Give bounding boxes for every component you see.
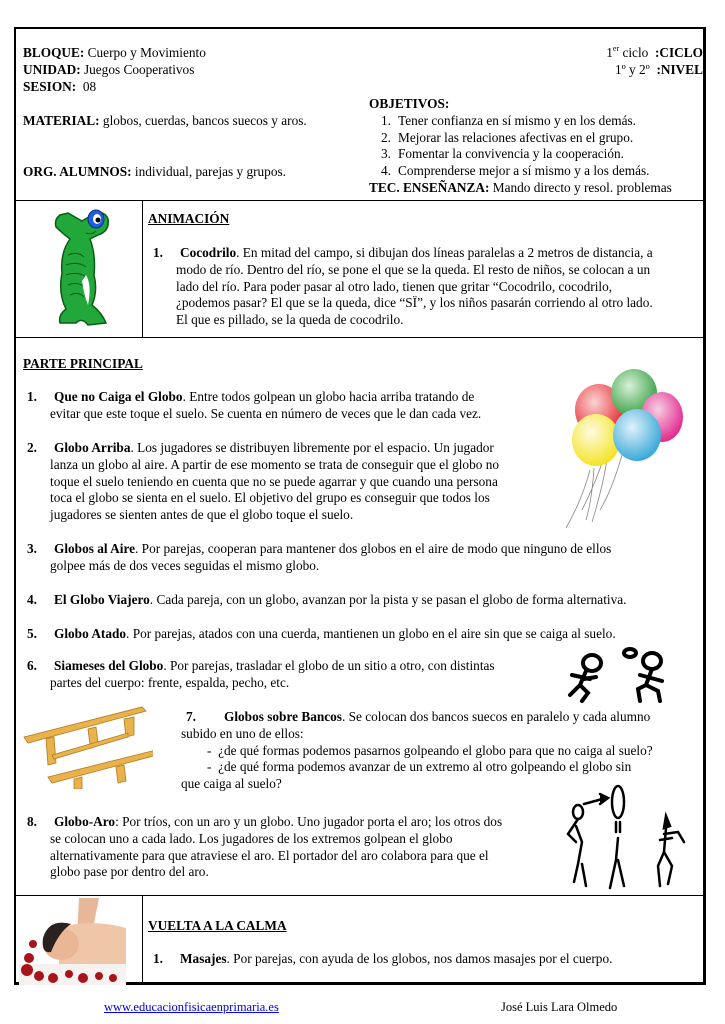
animacion-heading: ANIMACIÓN — [148, 211, 230, 226]
bloque-row: BLOQUE: Cuerpo y Movimiento — [23, 45, 206, 60]
principal-item-1: 1. Que no Caiga el Globo. Entre todos golpean un globo hacia arriba tratando de evitar que este toque el suelo. Se cuenta en número de veces que le dan cada vez. — [27, 389, 482, 421]
principal-item-5: 5. Globo Atado. Por parejas, atados con una cuerda, mantienen un globo en el aire sin que se caiga al suelo. — [27, 626, 616, 641]
divider-header — [16, 200, 703, 201]
animacion-item: 1. Cocodrilo. En mitad del campo, si dibujan dos líneas paralelas a 2 metros de distancia, a modo de río. Dentro del río, se pone el que se la queda. El resto de niños, se colocan a un lado del río. Para poder pasar al otro lado, tienen que gritar “Cocodrilo, cocodrilo, ¿podemos pasar? El que se la queda, dice “SÏ”, y los niños pasarán corriendo al otro lado. El que es pillado, se la queda de cocodrilo. — [153, 245, 653, 328]
material-row: MATERIAL: globos, cuerdas, bancos suecos y aros. — [23, 113, 307, 128]
objetivo-item: 3. Fomentar la convivencia y la cooperación. — [381, 146, 624, 162]
principal-item-4: 4. El Globo Viajero. Cada pareja, con un globo, avanzan por la pista y se pasan el globo de forma alternativa. — [27, 592, 627, 607]
balloons-illustration — [552, 360, 692, 530]
crocodile-illustration — [48, 205, 116, 333]
divider-principal — [16, 895, 703, 896]
principal-item-3: 3. Globos al Aire. Por parejas, cooperan para mantener dos globos en el aire de modo que ninguno de ellos golpee más de dos veces seguidas el mismo globo. — [27, 541, 612, 573]
objetivo-item: 4. Comprenderse mejor a sí mismo y a los demás. — [381, 163, 650, 179]
objetivos-list — [369, 113, 672, 180]
ciclo-row: 1er ciclo :CICLO — [606, 44, 703, 60]
principal-heading: PARTE PRINCIPAL — [23, 356, 143, 371]
nivel-row: 1º y 2º :NIVEL — [614, 62, 703, 77]
swedish-benches-illustration — [18, 697, 153, 789]
objetivo-item: 2. Mejorar las relaciones afectivas en el grupo. — [381, 129, 634, 145]
principal-item-2: 2. Globo Arriba. Los jugadores se distribuyen libremente por el espacio. Un jugador lanza un globo al aire. A partir de ese momento se trata de conseguir que el globo no toque el suelo teniendo en cuenta que no se puede agarrar y que cuando una persona toca el globo se sienta en el suelo. El objetivo del grupo es conseguir que todos los jugadores se sienten antes de que el globo toque el suelo. — [27, 440, 499, 523]
divider-animacion-image — [142, 200, 143, 337]
tec-ensenanza-row: TEC. ENSEÑANZA: Mando directo y resol. problemas — [369, 179, 672, 195]
unidad-row: UNIDAD: Juegos Cooperativos — [23, 61, 195, 77]
massage-photo — [19, 898, 126, 985]
objetivos-block — [369, 96, 672, 197]
sesion-row: SESION: 08 — [23, 78, 97, 94]
objetivos-heading: OBJETIVOS: — [369, 96, 450, 111]
divider-calma-image — [142, 895, 143, 984]
calma-heading: VUELTA A LA CALMA — [148, 918, 287, 933]
stick-figures-siameses-icon — [562, 645, 682, 703]
principal-item-7: 7. Globos sobre Bancos. Se colocan dos bancos suecos en paralelo y cada alumno subido en uno de ellos: - ¿de qué formas podemos pasarnos golpeando el globo para que no caiga al suelo? - ¿de qué forma podemos avanzar de un extremo al otro golpeando el globo sin que caiga al suelo? — [181, 709, 653, 792]
principal-item-8: 8. Globo-Aro: Por tríos, con un aro y un globo. Uno jugador porta el aro; los otros dos se colocan uno a cada lado. Los jugadores de los extremos golpean el globo alternativamente para que atraviese el aro. El portador del aro colabora para que el globo pase por dentro del aro. — [27, 814, 503, 880]
stick-figures-hoop-icon — [560, 782, 690, 892]
calma-item-1: 1. Masajes. Por parejas, con ayuda de los globos, nos damos masajes por el cuerpo. — [153, 951, 613, 966]
org-alumnos-row: ORG. ALUMNOS: individual, parejas y grupos. — [23, 164, 286, 179]
principal-item-6: 6. Siameses del Globo. Por parejas, trasladar el globo de un sitio a otro, con distintas partes del cuerpo: frente, espalda, pecho, etc. — [27, 658, 495, 690]
footer-author: José Luis Lara Olmedo — [501, 1000, 618, 1014]
objetivo-item: 1. Tener confianza en sí mismo y en los demás. — [381, 112, 636, 128]
divider-animacion — [16, 337, 703, 338]
header-left — [23, 45, 206, 95]
footer-website-link[interactable]: www.educacionfisicaenprimaria.es — [104, 1000, 279, 1014]
